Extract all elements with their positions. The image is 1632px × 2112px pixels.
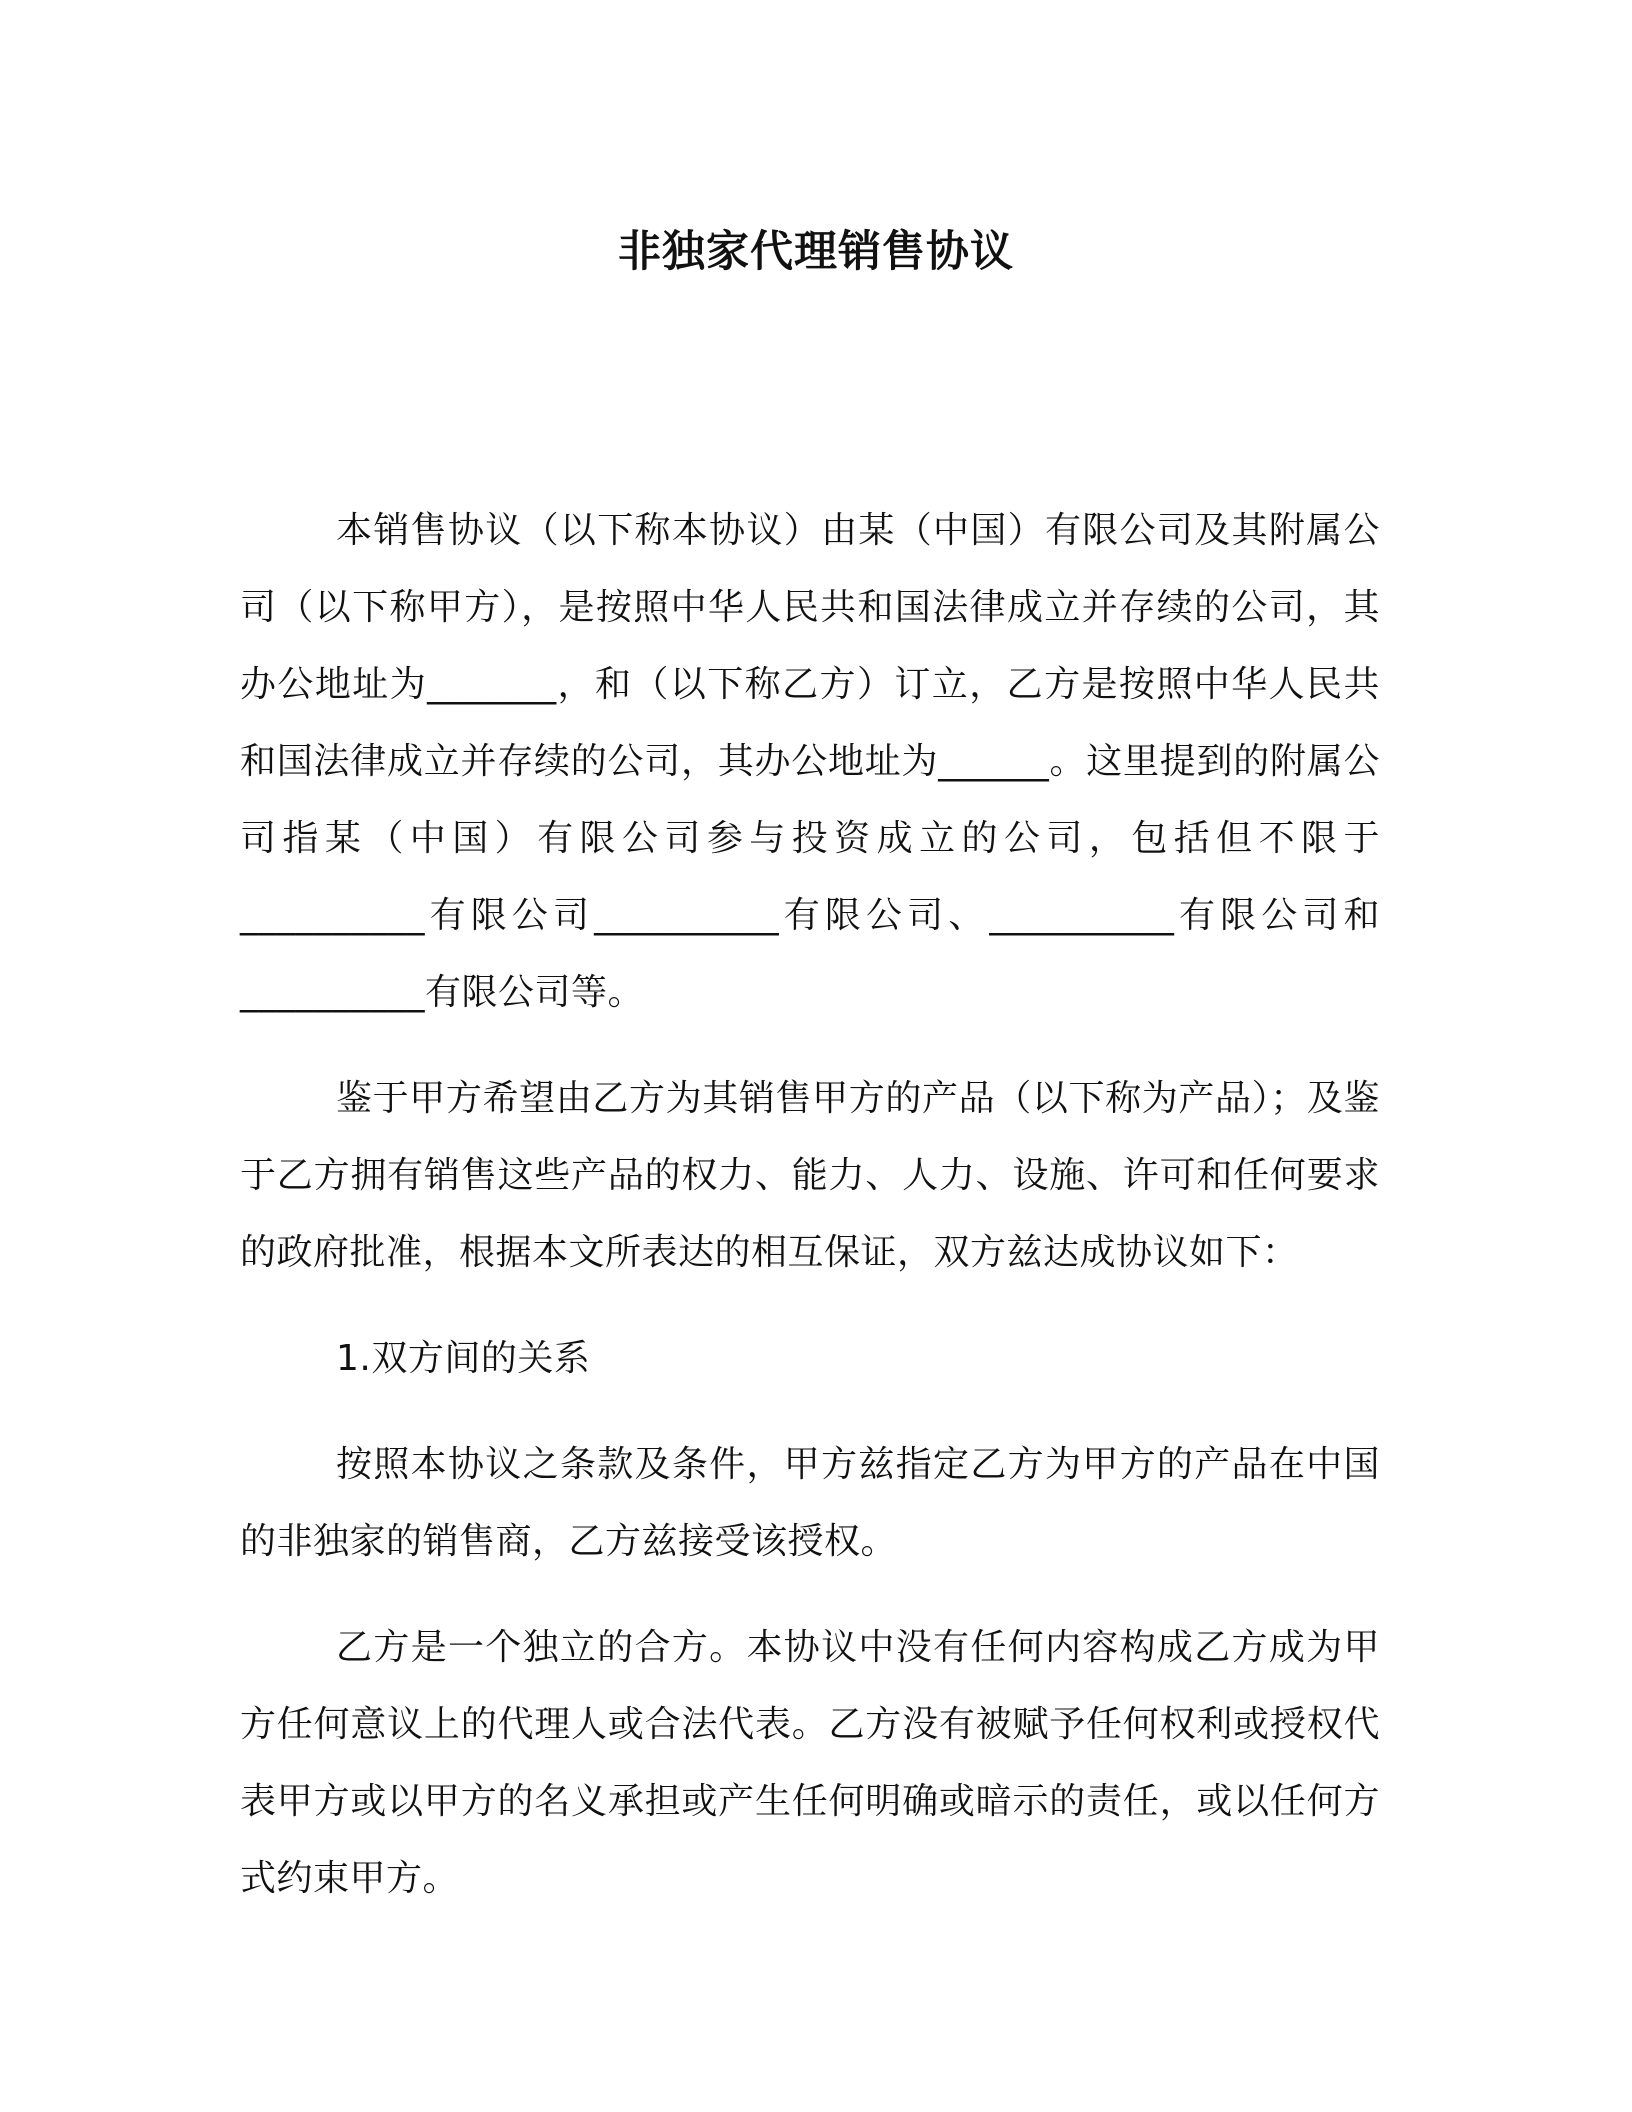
paragraph-recitals: 鉴于甲方希望由乙方为其销售甲方的产品（以下称为产品）；及鉴于乙方拥有销售这些产品的权力、能力、人力、设施、许可和任何要求的政府批准，根据本文所表达的相互保证，双方兹达成协议如下： <box>240 1078 1380 1273</box>
paragraph-independent-party: 乙方是一个独立的合方。本协议中没有任何内容构成乙方成为甲方任何意议上的代理人或合法代表。乙方没有被赋予任何权利或授权代表甲方或以甲方的名义承担或产生任何明确或暗示的责任，或以任何方式约束甲方。 <box>240 1627 1380 1899</box>
paragraph-parties: 本销售协议（以下称本协议）由某（中国）有限公司及其附属公司（以下称甲方），是按照中华人民共和国法律成立并存续的公司，其办公地址为_______，和（以下称乙方）订立，乙方是按照中华人民共和国法律成立并存续的公司，其办公地址为______。这里提到的附属公司指某（中国）有限公司参与投资成立的公司，包括但不限于__________有限公司__________有限公司、__________有限公司和__________有限公司等。 <box>240 510 1380 1013</box>
document-title: 非独家代理销售协议 <box>618 227 1014 277</box>
section-heading-relationship: 1.双方间的关系 <box>336 1338 591 1379</box>
paragraph-appointment: 按照本协议之条款及条件，甲方兹指定乙方为甲方的产品在中国的非独家的销售商，乙方兹接受该授权。 <box>240 1444 1380 1562</box>
document-body <box>240 492 1380 1917</box>
